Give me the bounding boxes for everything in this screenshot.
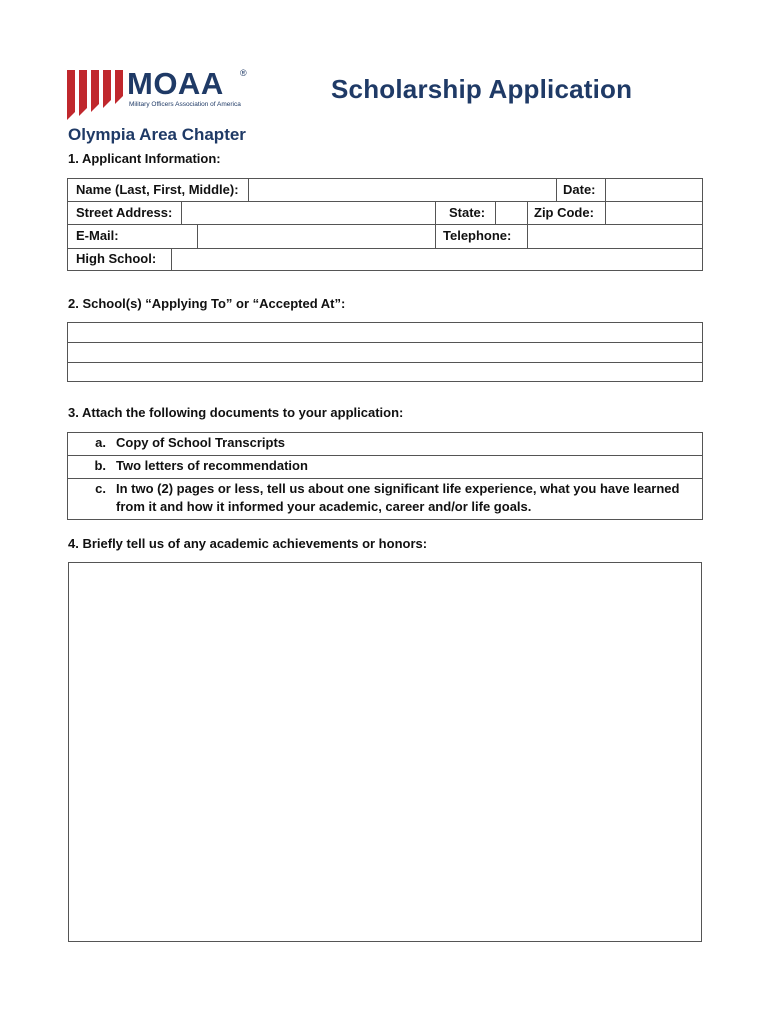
section-1-heading: 1. Applicant Information: (68, 151, 221, 166)
achievements-textarea[interactable] (68, 562, 702, 942)
street-address-field[interactable] (182, 201, 434, 224)
list-item (68, 433, 703, 456)
street-address-label: Street Address: (76, 205, 173, 220)
schools-table (67, 322, 703, 382)
logo-tagline: Military Officers Association of America (129, 101, 241, 108)
state-label: State: (449, 205, 486, 220)
moaa-logo (67, 68, 257, 122)
zip-code-field[interactable] (606, 201, 702, 224)
email-label: E-Mail: (76, 228, 119, 243)
telephone-label: Telephone: (443, 228, 512, 243)
section-4-heading: 4. Briefly tell us of any academic achievements or honors: (68, 536, 428, 551)
name-field[interactable] (249, 179, 555, 201)
email-field[interactable] (198, 224, 434, 248)
list-item (68, 479, 703, 520)
high-school-label: High School: (76, 251, 157, 266)
school-row-2-field[interactable] (68, 343, 702, 362)
item-letter: b. (68, 456, 111, 479)
item-text: Copy of School Transcripts (110, 433, 703, 456)
section-2-heading: 2. School(s) “Applying To” or “Accepted At”: (68, 296, 346, 311)
date-label: Date: (563, 182, 596, 197)
section-3-heading: 3. Attach the following documents to your application: (68, 405, 404, 420)
school-row-1-field[interactable] (68, 323, 702, 342)
list-item (68, 456, 703, 479)
page-title: Scholarship Application (331, 74, 633, 104)
school-row-3-field[interactable] (68, 363, 702, 381)
date-field[interactable] (606, 179, 702, 201)
chapter-name: Olympia Area Chapter (68, 125, 246, 144)
logo-wordmark: MOAA (127, 66, 224, 101)
high-school-field[interactable] (172, 248, 702, 270)
item-text: Two letters of recommendation (110, 456, 703, 479)
item-letter: c. (68, 479, 111, 520)
documents-list (67, 432, 703, 520)
zip-code-label: Zip Code: (534, 205, 594, 220)
name-label: Name (Last, First, Middle): (76, 182, 239, 197)
state-field[interactable] (496, 201, 526, 224)
logo-registered-mark: ® (240, 68, 247, 78)
item-letter: a. (68, 433, 111, 456)
item-text: In two (2) pages or less, tell us about one significant life experience, what you have learned from it and how it informed your academic, career and/or life goals. (110, 479, 703, 520)
telephone-field[interactable] (528, 224, 702, 248)
applicant-info-table (67, 178, 703, 271)
